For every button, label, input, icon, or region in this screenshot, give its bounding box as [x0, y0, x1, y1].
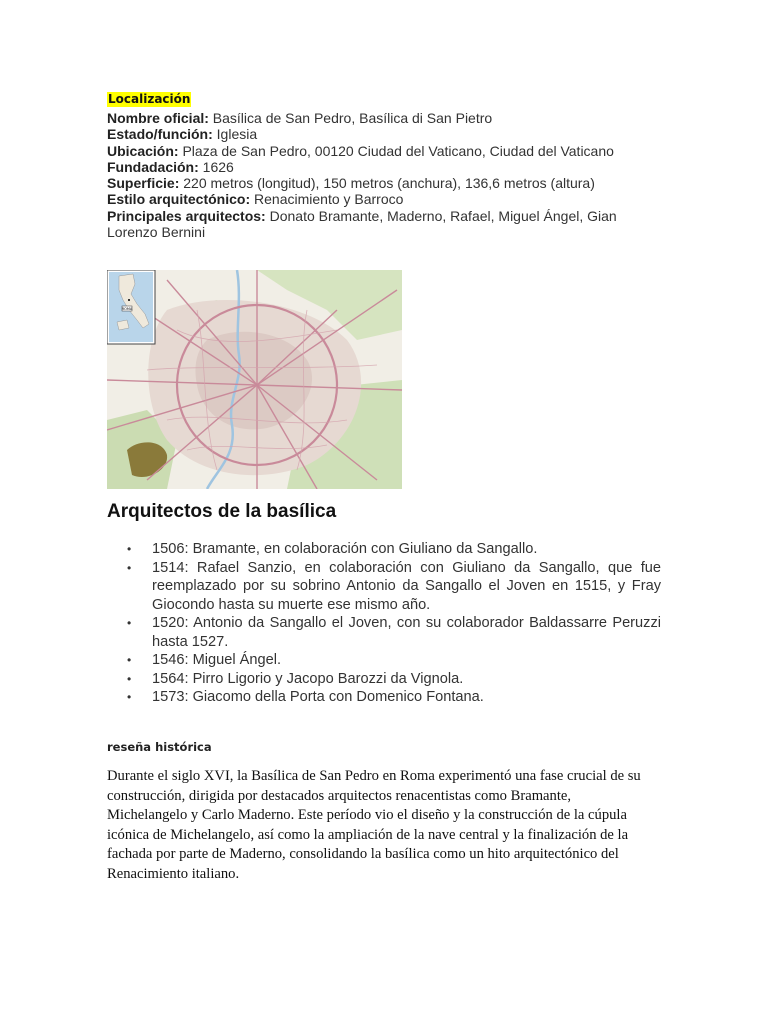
list-item-text: 1546: Miguel Ángel. [152, 652, 281, 668]
fact-value: Basílica de San Pedro, Basílica di San Pietro [212, 110, 493, 126]
fact-row [107, 191, 627, 207]
architects-heading: Arquitectos de la basílica [107, 501, 337, 522]
list-item [127, 688, 661, 707]
rome-map-image [107, 270, 402, 489]
fact-label: Ubicación: [107, 142, 179, 159]
fact-value: 1626 [202, 158, 234, 175]
fact-row [107, 175, 627, 191]
bullet-marker: • [127, 542, 132, 556]
fact-value: Renacimiento y Barroco [254, 191, 404, 208]
list-item-text: 1514: Rafael Sanzio, en colaboración con Giuliano da Sangallo, que fue reemplazado por su sobrino Antonio da Sangallo el Joven en 1515, y Fray Giocondo hasta su muerte ese mismo año. [152, 559, 661, 613]
list-item [127, 670, 661, 689]
facts-block [107, 110, 627, 240]
list-item [127, 614, 661, 651]
list-item-text: 1573: Giacomo della Porta con Domenico Fontana. [152, 689, 484, 705]
fact-label: Superficie: [107, 175, 180, 192]
fact-row [107, 143, 627, 159]
history-paragraph: Durante el siglo XVI, la Basílica de San Pedro en Roma experimentó una fase crucial de su construcción, dirigida por destacados arquitectos renacentistas como Bramante, Michelangelo y Carlo Maderno. Este período vio el diseño y la construcción de la cúpula icónica de Michelangelo, así como la ampliación de la nave central y la finalización de la fachada por parte de Maderno, consolidando la basílica como un hito arquitectónico del Renacimiento italiano. [107, 768, 641, 882]
fact-value: Donato Bramante, Maderno, Rafael, Miguel Ángel, Gian Lorenzo Bernini [107, 207, 617, 241]
bullet-marker: • [127, 560, 132, 575]
fact-label: Estilo arquitectónico: [107, 191, 251, 208]
architects-list [127, 540, 661, 707]
inset-map-label: ROMA [121, 307, 133, 311]
list-item [127, 540, 661, 559]
fact-label: Fundadación: [107, 158, 199, 175]
bullet-marker: • [127, 690, 132, 704]
fact-row [107, 110, 627, 126]
list-item [127, 559, 661, 615]
bullet-marker: • [127, 616, 132, 630]
fact-row [107, 126, 627, 142]
fact-label: Principales arquitectos: [107, 207, 266, 224]
fact-label: Estado/función: [107, 126, 213, 143]
fact-label: Nombre oficial: [107, 110, 209, 126]
bullet-marker: • [127, 653, 132, 667]
bullet-marker: • [127, 671, 132, 686]
fact-row [107, 159, 627, 175]
fact-value: Plaza de San Pedro, 00120 Ciudad del Vaticano, Ciudad del Vaticano [182, 142, 614, 159]
fact-value: Iglesia [216, 126, 258, 143]
list-item-text: 1506: Bramante, en colaboración con Giuliano da Sangallo. [152, 541, 538, 557]
list-item [127, 651, 661, 670]
list-item-text: 1564: Pirro Ligorio y Jacopo Barozzi da Vignola. [152, 670, 464, 687]
list-item-text: 1520: Antonio da Sangallo el Joven, con su colaborador Baldassarre Peruzzi hasta 1527. [152, 615, 661, 650]
fact-row [107, 208, 627, 241]
location-heading: Localización [108, 92, 191, 106]
fact-value: 220 metros (longitud), 150 metros (anchura), 136,6 metros (altura) [183, 175, 595, 192]
history-heading: reseña histórica [107, 740, 212, 754]
